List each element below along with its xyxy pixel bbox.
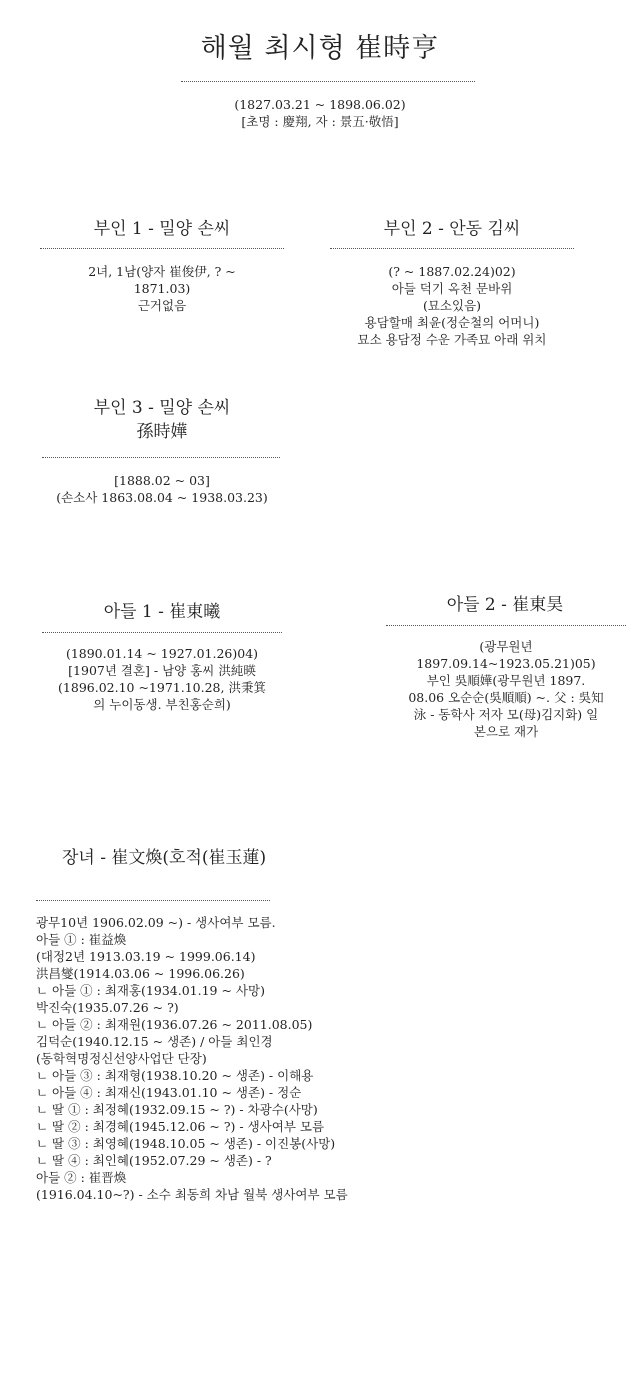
wife2-line: 용담할매 최윤(정순철의 어머니) (364, 315, 540, 330)
son1-line: (1890.01.14 ~ 1927.01.26)04) (65, 646, 259, 661)
wife3-line: [1888.02 ~ 03] (114, 473, 210, 488)
daughter-line: ㄴ 아들 ③ : 최재형(1938.10.20 ~ 생존) - 이해용 (36, 1068, 314, 1083)
son2-line: 본으로 재가 (473, 724, 539, 739)
daughter-line: (동학혁명정신선양사업단 단장) (36, 1051, 207, 1066)
son1-details (30, 645, 294, 713)
wife2-line: (? ~ 1887.02.24)02) (388, 264, 516, 279)
wife2-divider (330, 248, 574, 249)
daughter-line: ㄴ 아들 ② : 최재원(1936.07.26 ~ 2011.08.05) (36, 1017, 313, 1032)
son2-line: (광무원년 (479, 639, 533, 654)
daughter-line: ㄴ 딸 ④ : 최인혜(1952.07.29 ~ 생존) - ? (36, 1153, 272, 1168)
wife1-line: 1871.03) (133, 281, 191, 296)
son2-line: 泳 - 동학사 저자 모(母)김지화) 일 (413, 707, 599, 722)
daughter-divider (36, 900, 270, 901)
wife2-heading: 부인 2 - 안동 김씨 (383, 219, 521, 239)
daughter-line: ㄴ 아들 ① : 최재홍(1934.01.19 ~ 사망) (36, 983, 265, 998)
wife3-heading-line: 부인 3 - 밀양 손씨 (93, 398, 231, 418)
son2-line: 1897.09.14~1923.05.21)05) (416, 656, 596, 671)
wife1-details (40, 263, 284, 314)
daughter-line: 김덕순(1940.12.15 ~ 생존) / 아들 최인경 (36, 1034, 273, 1049)
wife3-divider (42, 457, 280, 458)
wife1-heading: 부인 1 - 밀양 손씨 (93, 219, 231, 239)
daughter-line: ㄴ 아들 ④ : 최재신(1943.01.10 ~ 생존) - 정순 (36, 1085, 302, 1100)
wife3-details (20, 472, 304, 506)
son1-line: (1896.02.10 ~1971.10.28, 洪秉箕 (58, 680, 266, 695)
wife1-divider (40, 248, 284, 249)
wife1-line: 근거없음 (137, 298, 187, 313)
wife2-line: (묘소있음) (422, 298, 482, 313)
wife3-line: (손소사 1863.08.04 ~ 1938.03.23) (56, 490, 268, 505)
son2-divider (386, 625, 626, 626)
daughter-line: ㄴ 딸 ① : 최정혜(1932.09.15 ~ ?) - 차광수(사망) (36, 1102, 318, 1117)
wife2-line: 아들 덕기 옥천 문바위 (391, 281, 513, 296)
wife3-heading-name: 孫時嬅 (136, 422, 188, 442)
wife2-line: 묘소 용담정 수운 가족묘 아래 위치 (357, 332, 547, 347)
title-divider (181, 81, 475, 82)
daughter-line: 박진숙(1935.07.26 ~ ?) (36, 1000, 179, 1015)
daughter-line: 아들 ② : 崔晋煥 (36, 1170, 127, 1185)
wife3-heading (40, 396, 284, 444)
lifespan-line: (1827.03.21 ~ 1898.06.02) (234, 97, 406, 112)
son1-line: 의 누이동생. 부친홍순희) (93, 697, 231, 712)
son2-line: 08.06 오순순(吳順順) ~. 父 : 吳知 (408, 690, 604, 705)
page-title: 해월 최시형 崔時亨 (200, 33, 440, 64)
daughter-line: ㄴ 딸 ③ : 최영혜(1948.10.05 ~ 생존) - 이진봉(사망) (36, 1136, 336, 1151)
son1-divider (42, 632, 282, 633)
daughter-line: 洪昌燮(1914.03.06 ~ 1996.06.26) (36, 966, 245, 981)
lifespan-info (170, 96, 470, 130)
daughter-line: 광무10년 1906.02.09 ~) - 생사여부 모름. (36, 915, 276, 930)
daughter-line: 아들 ① : 崔益煥 (36, 932, 127, 947)
name-info-line: [초명 : 慶翔, 자 : 景五·敬悟] (241, 114, 399, 129)
wife2-details (320, 263, 584, 348)
son1-heading: 아들 1 - 崔東曦 (103, 602, 221, 622)
daughter-details (36, 914, 616, 1203)
daughter-line: (대정2년 1913.03.19 ~ 1999.06.14) (36, 949, 256, 964)
daughter-line: (1916.04.10~?) - 소수 최동희 차남 월북 생사여부 모름 (36, 1187, 348, 1202)
son2-heading: 아들 2 - 崔東昊 (446, 595, 564, 615)
son2-line: 부인 吳順嬅(광무원년 1897. (426, 673, 586, 688)
daughter-heading: 장녀 - 崔文煥(호적(崔玉蓮) (62, 848, 267, 868)
wife1-line: 2녀, 1남(양자 崔俊伊, ? ~ (88, 264, 236, 279)
son2-details (380, 638, 632, 740)
daughter-line: ㄴ 딸 ② : 최경혜(1945.12.06 ~ ?) - 생사여부 모름 (36, 1119, 325, 1134)
son1-line: [1907년 결혼] - 남양 홍씨 洪純暎 (68, 663, 256, 678)
